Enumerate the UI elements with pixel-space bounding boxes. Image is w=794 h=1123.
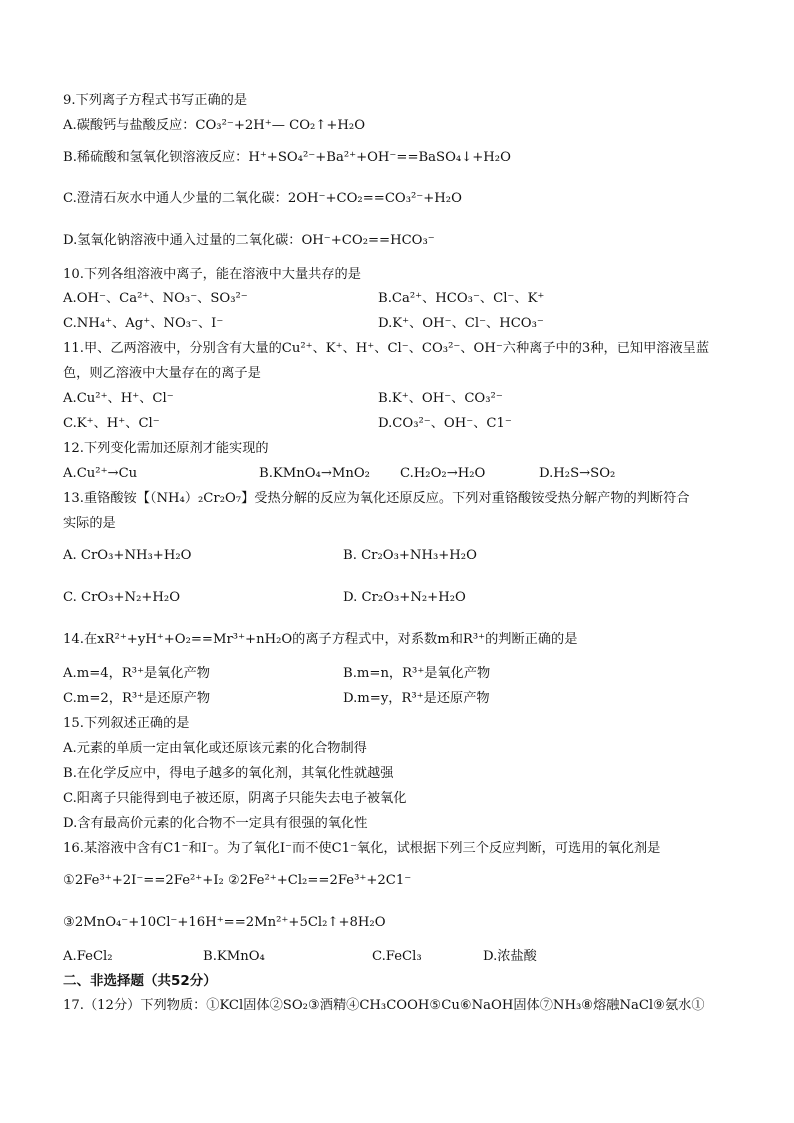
- q9-option-a: [63, 117, 365, 135]
- q10-options-row1: [63, 290, 663, 308]
- q12-option-d: D.H₂S→SO₂: [539, 466, 616, 481]
- q9-option-c: [63, 190, 462, 208]
- q15-option-d: D.含有最高价元素的化合物不一定具有很强的氧化性: [63, 816, 368, 831]
- q15-option-c: C.阳离子只能得到电子被还原，阴离子只能失去电子被氧化: [63, 791, 407, 806]
- q11-stem-line1: 11.甲、乙两溶液中，分别含有大量的Cu²⁺、K⁺、H⁺、Cl⁻、CO₃²⁻、OH⁻六种离子中的3种，已知甲溶液呈蓝: [63, 341, 710, 356]
- q14-options-row1: [63, 665, 683, 683]
- q16-option-c: C.FeCl₃: [372, 949, 422, 964]
- q9-option-d: [63, 232, 435, 250]
- q14-option-c: C.m=2，R³⁺是还原产物: [63, 691, 211, 706]
- q14-option-a: A.m=4，R³⁺是氧化产物: [63, 666, 210, 681]
- q14-option-d: D.m=y，R³⁺是还原产物: [343, 691, 490, 706]
- q12-option-b: B.KMnO₄→MnO₂: [259, 466, 370, 481]
- q10-stem: 10.下列各组溶液中离子，能在溶液中大量共存的是: [63, 267, 361, 282]
- q16-option-b: B.KMnO₄: [203, 949, 265, 964]
- q15-option-b: B.在化学反应中，得电子越多的氧化剂，其氧化性就越强: [63, 766, 394, 781]
- q10-option-b: B.Ca²⁺、HCO₃⁻、Cl⁻、K⁺: [378, 291, 545, 306]
- q16-options: [63, 948, 703, 966]
- q12-option-a: A.Cu²⁺→Cu: [63, 466, 138, 481]
- q9-stem: 9.下列离子方程式书写正确的是: [63, 93, 248, 108]
- q10-option-c: C.NH₄⁺、Ag⁺、NO₃⁻、I⁻: [63, 316, 224, 331]
- q11-options-row2: [63, 415, 663, 433]
- q13-option-b: B. Cr₂O₃+NH₃+H₂O: [343, 548, 477, 563]
- q12-options: [63, 465, 703, 483]
- q9-c-eq: 2OH⁻+CO₂==CO₃²⁻+H₂O: [287, 191, 462, 206]
- q9-d-label: D.氢氧化钠溶液中通入过量的二氧化碳：: [63, 233, 302, 248]
- q9-option-b: [63, 149, 511, 167]
- q13-option-d: D. Cr₂O₃+N₂+H₂O: [343, 590, 466, 605]
- q9-b-eq: H⁺+SO₄²⁻+Ba²⁺+OH⁻==BaSO₄↓+H₂O: [248, 150, 511, 165]
- q10-option-d: D.K⁺、OH⁻、Cl⁻、HCO₃⁻: [378, 316, 544, 331]
- q13-option-a: A. CrO₃+NH₃+H₂O: [63, 548, 192, 563]
- q9-c-label: C.澄清石灰水中通人少量的二氧化碳：: [63, 191, 288, 206]
- q10-options-row2: [63, 315, 663, 333]
- section-heading-nonchoice: 二、非选择题（共52分）: [63, 973, 217, 989]
- q16-option-a: A.FeCl₂: [63, 949, 113, 964]
- q11-option-d: D.CO₃²⁻、OH⁻、C1⁻: [378, 416, 512, 431]
- q12-stem: 12.下列变化需加还原剂才能实现的: [63, 441, 269, 456]
- q15-stem: 15.下列叙述正确的是: [63, 716, 190, 731]
- q13-options-row1: [63, 547, 683, 565]
- q14-option-b: B.m=n，R³⁺是氧化产物: [343, 666, 491, 681]
- q16-stem: 16.某溶液中含有C1⁻和I⁻。为了氧化I⁻而不使C1⁻氧化，试根据下列三个反应判断，可选用的氧化剂是: [63, 841, 661, 856]
- q9-a-label: A.碳酸钙与盐酸反应：: [63, 118, 196, 133]
- q17-stem: 17.（12分）下列物质：①KCl固体②SO₂③酒精④CH₃COOH⑤Cu⑥NaOH固体⑦NH₃⑧熔融NaCl⑨氨水①: [63, 998, 705, 1013]
- q16-reaction-3: ③2MnO₄⁻+10Cl⁻+16H⁺==2Mn²⁺+5Cl₂↑+8H₂O: [63, 915, 386, 930]
- q11-option-c: C.K⁺、H⁺、Cl⁻: [63, 416, 160, 431]
- q16-option-d: D.浓盐酸: [483, 949, 537, 964]
- q11-stem-line2: 色，则乙溶液中大量存在的离子是: [63, 366, 261, 381]
- q13-stem-line1: 13.重铬酸铵【（NH₄）₂Cr₂O₇】受热分解的反应为氧化还原反应。下列对重铬酸铵受热分解产物的判断符合: [63, 491, 690, 506]
- q14-options-row2: [63, 690, 683, 708]
- q12-option-c: C.H₂O₂→H₂O: [400, 466, 486, 481]
- q11-option-a: A.Cu²⁺、H⁺、Cl⁻: [63, 391, 174, 406]
- q11-option-b: B.K⁺、OH⁻、CO₃²⁻: [378, 391, 503, 406]
- q9-b-label: B.稀硫酸和氢氧化钡溶液反应：: [63, 150, 249, 165]
- q13-stem-line2: 实际的是: [63, 516, 116, 531]
- q14-stem: 14.在xR²⁺+yH⁺+O₂==Mr³⁺+nH₂O的离子方程式中，对系数m和R³⁺的判断正确的是: [63, 632, 578, 647]
- q11-options-row1: [63, 390, 663, 408]
- q13-option-c: C. CrO₃+N₂+H₂O: [63, 590, 181, 605]
- q15-option-a: A.元素的单质一定由氧化或还原该元素的化合物制得: [63, 741, 367, 756]
- q9-d-eq: OH⁻+CO₂==HCO₃⁻: [301, 233, 435, 248]
- q9-a-eq: CO₃²⁻+2H⁺— CO₂↑+H₂O: [195, 118, 366, 133]
- q13-options-row2: [63, 589, 683, 607]
- q16-reactions-1-2: ①2Fe³⁺+2I⁻==2Fe²⁺+I₂ ②2Fe²⁺+Cl₂==2Fe³⁺+2C1⁻: [63, 873, 412, 888]
- q10-option-a: A.OH⁻、Ca²⁺、NO₃⁻、SO₃²⁻: [63, 291, 248, 306]
